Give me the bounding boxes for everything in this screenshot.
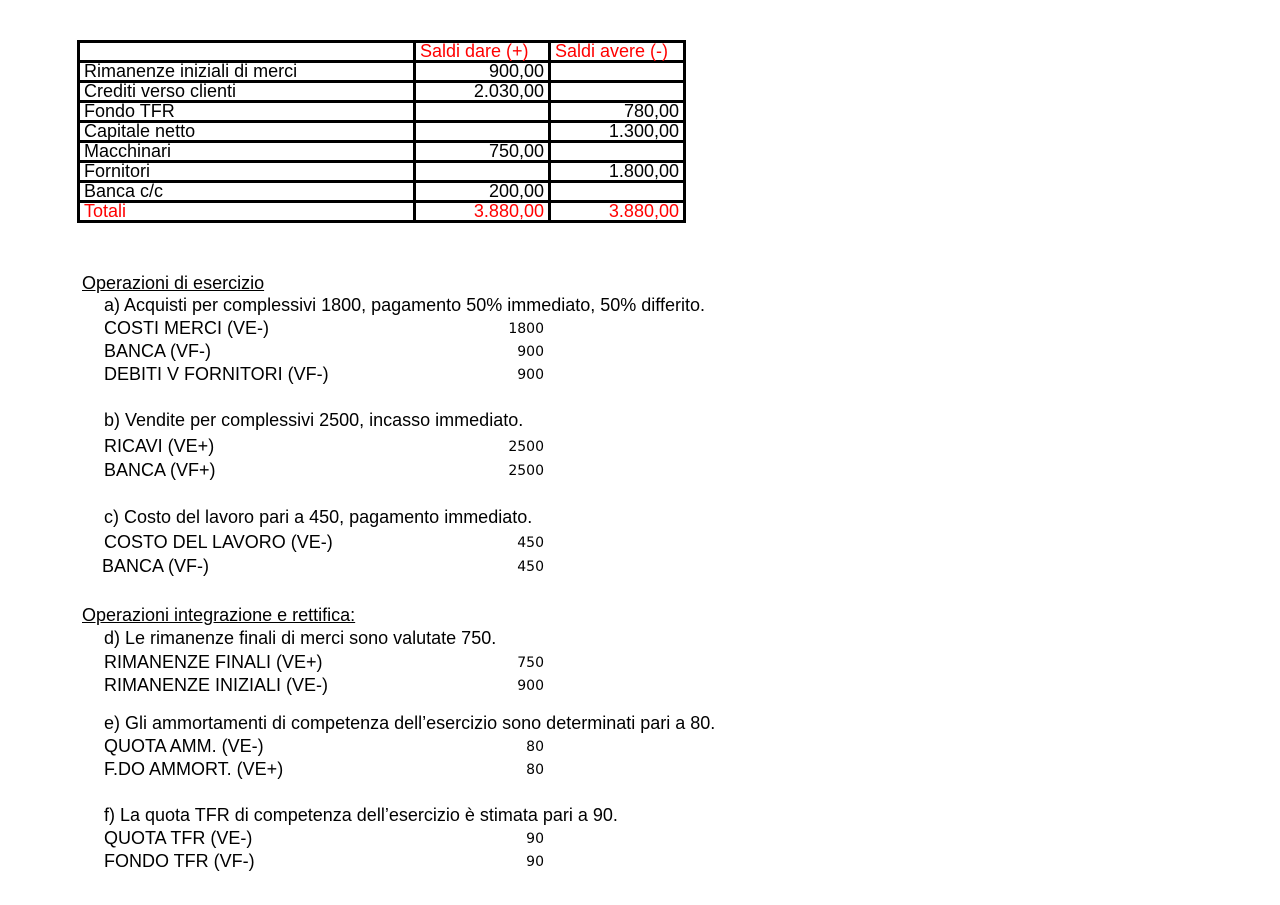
journal-entry [104, 317, 544, 339]
table-header-row [79, 42, 685, 62]
row-dare [415, 162, 550, 182]
table-row [79, 62, 685, 82]
row-dare [415, 102, 550, 122]
table-row [79, 82, 685, 102]
entry-label: QUOTA TFR (VE-) [104, 828, 253, 848]
totals-row [79, 202, 685, 222]
entry-amount: 90 [526, 831, 544, 847]
header-cell-dare: Saldi dare (+) [415, 42, 550, 62]
entry-amount: 2500 [508, 463, 544, 479]
journal-entry [104, 850, 544, 872]
row-label: Fornitori [79, 162, 415, 182]
entry-amount: 80 [526, 762, 544, 778]
journal-entry [104, 363, 544, 385]
row-dare: 750,00 [415, 142, 550, 162]
operation-c-description: c) Costo del lavoro pari a 450, pagamento immediato. [104, 507, 533, 527]
journal-entry [104, 340, 544, 362]
entry-label: RIMANENZE INIZIALI (VE-) [104, 675, 329, 695]
balance-table [77, 40, 686, 223]
operation-e-description: e) Gli ammortamenti di competenza dell’esercizio sono determinati pari a 80. [104, 713, 716, 733]
journal-entry [104, 827, 544, 849]
totals-avere: 3.880,00 [550, 202, 685, 222]
table-row [79, 122, 685, 142]
header-cell-label [79, 42, 415, 62]
row-avere: 1.300,00 [550, 122, 685, 142]
table-row [79, 102, 685, 122]
header-cell-avere: Saldi avere (-) [550, 42, 685, 62]
entry-amount: 80 [526, 739, 544, 755]
table-row [79, 162, 685, 182]
entry-label: RICAVI (VE+) [104, 436, 215, 456]
journal-entry [104, 459, 544, 481]
entry-label: BANCA (VF+) [104, 460, 216, 480]
entry-label: F.DO AMMORT. (VE+) [104, 759, 284, 779]
row-dare [415, 122, 550, 142]
table-row [79, 142, 685, 162]
journal-entry [104, 435, 544, 457]
entry-amount: 90 [526, 854, 544, 870]
section-title-esercizio: Operazioni di esercizio [82, 273, 265, 293]
operation-a-description: a) Acquisti per complessivi 1800, pagamento 50% immediato, 50% differito. [104, 295, 705, 315]
row-avere: 780,00 [550, 102, 685, 122]
row-avere [550, 82, 685, 102]
journal-entry [104, 758, 544, 780]
row-label: Fondo TFR [79, 102, 415, 122]
row-dare: 200,00 [415, 182, 550, 202]
entry-amount: 450 [517, 559, 544, 575]
entry-amount: 2500 [508, 439, 544, 455]
row-label: Capitale netto [79, 122, 415, 142]
row-avere [550, 182, 685, 202]
row-label: Crediti verso clienti [79, 82, 415, 102]
entry-label: RIMANENZE FINALI (VE+) [104, 652, 323, 672]
entry-amount: 750 [517, 655, 544, 671]
row-label: Banca c/c [79, 182, 415, 202]
entry-label: DEBITI V FORNITORI (VF-) [104, 364, 329, 384]
entry-amount: 900 [517, 367, 544, 383]
journal-entry [104, 531, 544, 553]
journal-entry [104, 735, 544, 757]
entry-amount: 1800 [508, 321, 544, 337]
entry-label: QUOTA AMM. (VE-) [104, 736, 264, 756]
totals-label: Totali [79, 202, 415, 222]
operation-d-description: d) Le rimanenze finali di merci sono valutate 750. [104, 628, 497, 648]
row-avere [550, 142, 685, 162]
entry-label: BANCA (VF-) [102, 556, 210, 576]
entry-label: COSTI MERCI (VE-) [104, 318, 269, 338]
operation-f-description: f) La quota TFR di competenza dell’esercizio è stimata pari a 90. [104, 805, 618, 825]
row-dare: 900,00 [415, 62, 550, 82]
entry-label: COSTO DEL LAVORO (VE-) [104, 532, 333, 552]
row-dare: 2.030,00 [415, 82, 550, 102]
journal-entry [104, 651, 544, 673]
table-row [79, 182, 685, 202]
section-title-rettifica: Operazioni integrazione e rettifica: [82, 605, 356, 625]
entry-amount: 450 [517, 535, 544, 551]
entry-amount: 900 [517, 344, 544, 360]
totals-dare: 3.880,00 [415, 202, 550, 222]
row-avere: 1.800,00 [550, 162, 685, 182]
entry-amount: 900 [517, 678, 544, 694]
journal-entry [102, 555, 542, 577]
row-avere [550, 62, 685, 82]
operation-b-description: b) Vendite per complessivi 2500, incasso immediato. [104, 410, 524, 430]
entry-label: BANCA (VF-) [104, 341, 212, 361]
entry-label: FONDO TFR (VF-) [104, 851, 255, 871]
row-label: Rimanenze iniziali di merci [79, 62, 415, 82]
row-label: Macchinari [79, 142, 415, 162]
journal-entry [104, 674, 544, 696]
